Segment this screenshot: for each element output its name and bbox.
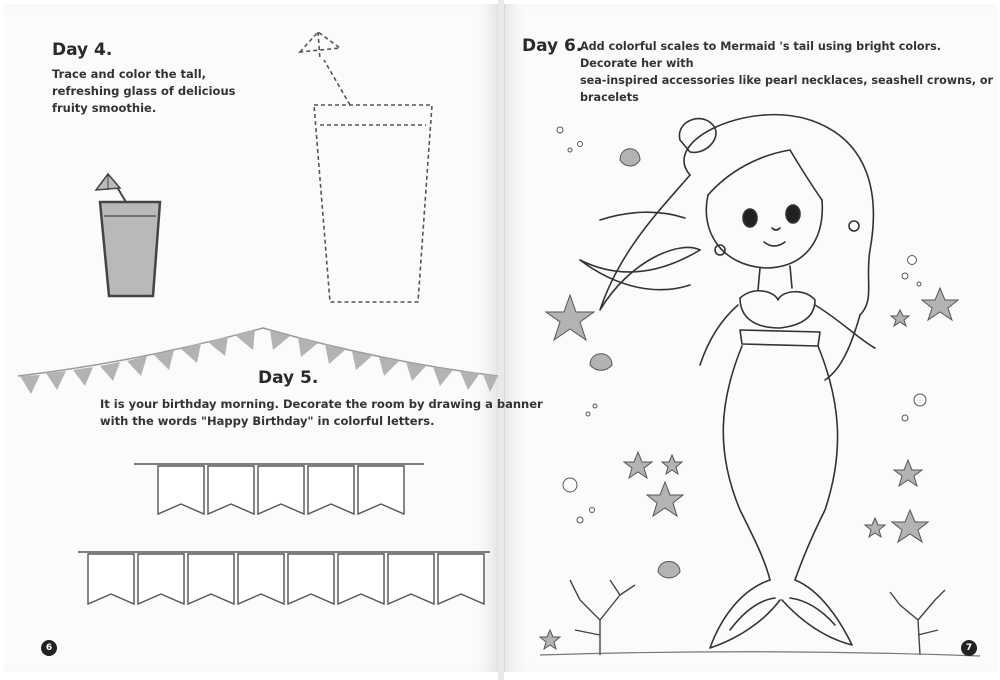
day4-title: Day 4. (52, 40, 113, 60)
page-number-right: 7 (961, 640, 977, 656)
day5-title: Day 5. (258, 368, 319, 388)
day6-instructions (580, 38, 1000, 106)
day4-line: refreshing glass of delicious (52, 84, 236, 98)
day4-instructions (52, 66, 235, 117)
banner-row-top (134, 462, 424, 522)
day6-line: Add colorful scales to Mermaid 's tail using bright colors. Decorate her with (580, 40, 942, 70)
banner-row-bottom (78, 550, 490, 610)
day5-line: It is your birthday morning. Decorate the room by drawing a banner (100, 397, 543, 411)
mermaid-coloring-illustration (540, 100, 980, 660)
day6-line: sea-inspired accessories like pearl necklaces, seashell crowns, or bracelets (580, 74, 994, 104)
day4-line: fruity smoothie. (52, 101, 157, 115)
page-number-left: 6 (41, 640, 57, 656)
day6-title: Day 6. (522, 36, 583, 56)
smoothie-glass-illustration (90, 168, 170, 308)
day4-line: Trace and color the tall, (52, 67, 207, 81)
tracing-glass-outline (300, 30, 440, 310)
day5-line: with the words "Happy Birthday" in colorful letters. (100, 414, 435, 428)
day5-instructions (100, 396, 543, 430)
